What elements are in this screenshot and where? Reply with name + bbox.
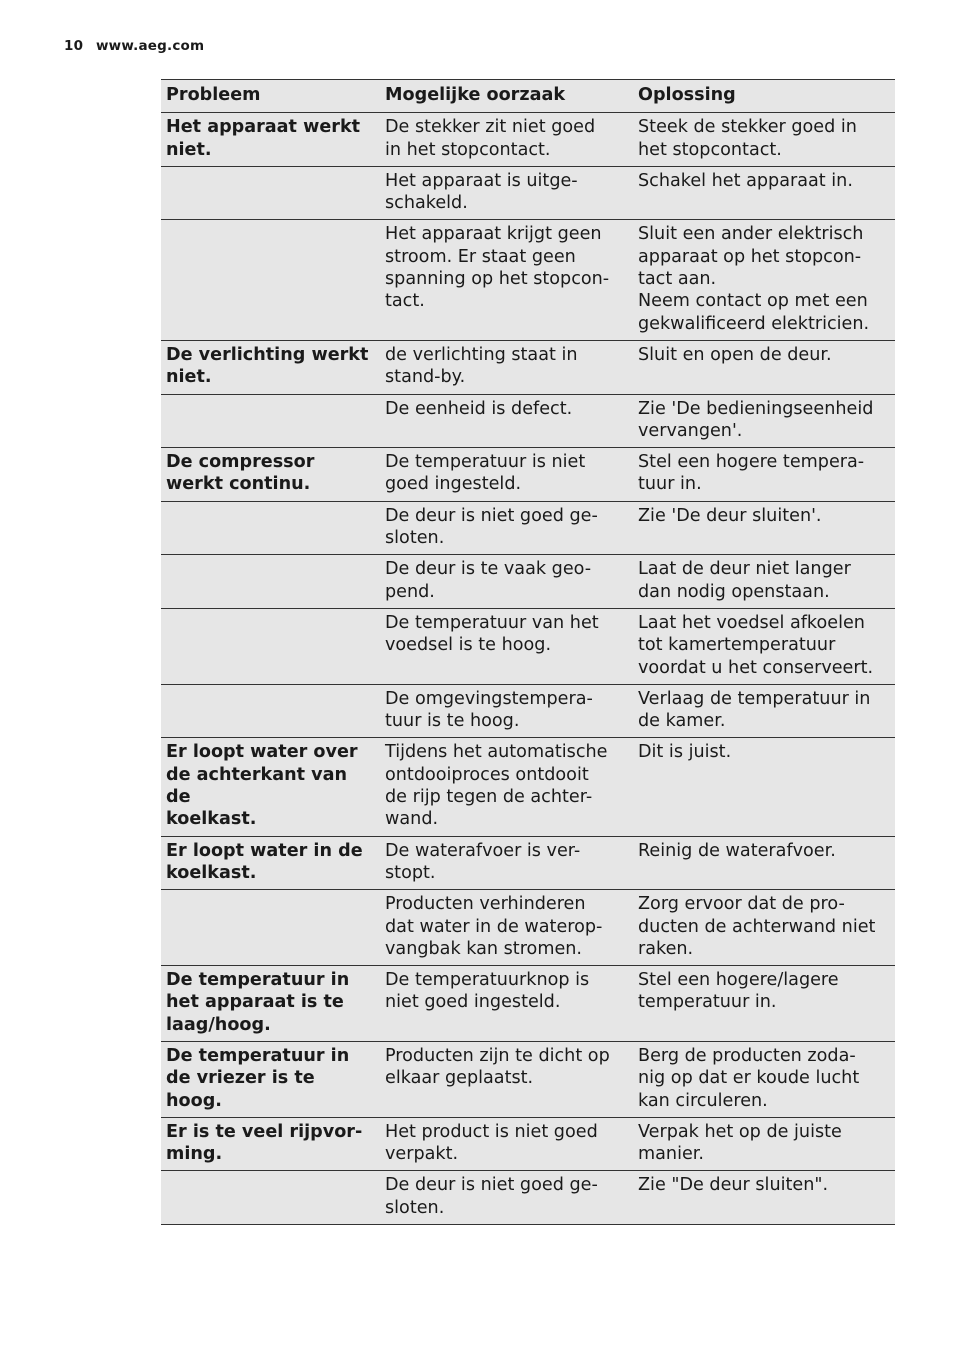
problem-cell bbox=[161, 166, 380, 220]
problem-cell: De verlichting werkt niet. bbox=[166, 344, 369, 388]
solution-cell: Laat het voedsel afkoelen tot kamertemperatuur voordat u het conserveert. bbox=[638, 612, 874, 678]
problem-cell bbox=[161, 555, 380, 609]
page-number: 10 bbox=[64, 38, 84, 54]
problem-cell bbox=[161, 394, 380, 448]
table-row bbox=[161, 113, 895, 167]
problem-cell bbox=[161, 220, 380, 340]
problem-cell: Er loopt water in de koelkast. bbox=[166, 840, 363, 883]
solution-cell: Stel een hogere tempera- tuur in. bbox=[638, 452, 865, 495]
problem-cell: Het apparaat werkt niet. bbox=[166, 117, 361, 160]
problem-cell bbox=[161, 1171, 380, 1225]
solution-cell: Berg de producten zoda- nig op dat er koude lucht kan circuleren. bbox=[638, 1045, 860, 1111]
table-row bbox=[161, 738, 895, 836]
cause-cell: Het apparaat is uitge- schakeld. bbox=[385, 170, 578, 214]
cause-cell: De eenheid is defect. bbox=[385, 398, 573, 419]
cause-cell: Het product is niet goed verpakt. bbox=[385, 1121, 598, 1165]
header-solution: Oplossing bbox=[638, 85, 736, 105]
solution-cell: Sluit een ander elektrisch apparaat op het stopcon- tact aan. Neem contact op met een gekwalificeerd elektricien. bbox=[638, 224, 870, 334]
table-row bbox=[161, 340, 895, 394]
table-row bbox=[161, 220, 895, 340]
table-row bbox=[161, 166, 895, 220]
table-row bbox=[161, 836, 895, 890]
solution-cell: Dit is juist. bbox=[638, 742, 732, 763]
table-row bbox=[161, 608, 895, 684]
cause-cell: Het apparaat krijgt geen stroom. Er staat geen spanning op het stopcon- tact. bbox=[385, 224, 610, 312]
solution-cell: Zie 'De deur sluiten'. bbox=[638, 505, 822, 526]
problem-cell bbox=[161, 608, 380, 684]
cause-cell: De deur is te vaak geo- pend. bbox=[385, 559, 592, 602]
solution-cell: Laat de deur niet langer dan nodig openstaan. bbox=[638, 559, 851, 602]
cause-cell: de verlichting staat in stand-by. bbox=[385, 344, 578, 388]
header-problem: Probleem bbox=[166, 85, 261, 105]
table-row bbox=[161, 684, 895, 738]
solution-cell: Zie "De deur sluiten". bbox=[638, 1175, 829, 1196]
solution-cell: Schakel het apparaat in. bbox=[638, 170, 853, 191]
solution-cell: Verpak het op de juiste manier. bbox=[638, 1121, 842, 1165]
solution-cell: Verlaag de temperatuur in de kamer. bbox=[638, 688, 871, 732]
problem-cell: De temperatuur in het apparaat is te laag/hoog. bbox=[166, 970, 350, 1035]
table-row bbox=[161, 1171, 895, 1225]
table-row bbox=[161, 555, 895, 609]
problem-cell bbox=[161, 501, 380, 555]
problem-cell bbox=[161, 890, 380, 966]
cause-cell: De deur is niet goed ge- sloten. bbox=[385, 505, 598, 549]
solution-cell: Zie 'De bedieningseenheid vervangen'. bbox=[638, 398, 874, 441]
problem-cell: Er loopt water over de achterkant van de koelkast. bbox=[166, 742, 358, 830]
table-body bbox=[161, 113, 895, 1225]
troubleshooting-table bbox=[161, 79, 895, 1225]
page-header bbox=[64, 38, 204, 54]
solution-cell: Stel een hogere/lagere temperatuur in. bbox=[638, 970, 839, 1013]
solution-cell: Sluit en open de deur. bbox=[638, 344, 832, 365]
problem-cell: Er is te veel rijpvor- ming. bbox=[166, 1121, 363, 1165]
table-row bbox=[161, 1041, 895, 1117]
cause-cell: Producten zijn te dicht op elkaar geplaatst. bbox=[385, 1045, 610, 1089]
table-row bbox=[161, 1117, 895, 1171]
solution-cell: Reinig de waterafvoer. bbox=[638, 840, 836, 861]
solution-cell: Steek de stekker goed in het stopcontact. bbox=[638, 117, 857, 160]
cause-cell: De waterafvoer is ver- stopt. bbox=[385, 840, 581, 883]
cause-cell: De temperatuur is niet goed ingesteld. bbox=[385, 452, 586, 495]
table-header-row bbox=[161, 80, 895, 113]
cause-cell: De temperatuur van het voedsel is te hoog. bbox=[385, 612, 599, 656]
table-row bbox=[161, 448, 895, 502]
site-url: www.aeg.com bbox=[96, 38, 205, 54]
problem-cell bbox=[161, 684, 380, 738]
problem-cell: De temperatuur in de vriezer is te hoog. bbox=[166, 1045, 350, 1111]
table-row bbox=[161, 966, 895, 1042]
cause-cell: De stekker zit niet goed in het stopcontact. bbox=[385, 117, 596, 160]
cause-cell: De deur is niet goed ge- sloten. bbox=[385, 1175, 598, 1218]
solution-cell: Zorg ervoor dat de pro- ducten de achterwand niet raken. bbox=[638, 894, 876, 959]
cause-cell: De temperatuurknop is niet goed ingesteld. bbox=[385, 970, 590, 1013]
table-row bbox=[161, 394, 895, 448]
header-cause: Mogelijke oorzaak bbox=[385, 85, 566, 105]
cause-cell: Tijdens het automatische ontdooiproces ontdooit de rijp tegen de achter- wand. bbox=[385, 742, 608, 830]
table-row bbox=[161, 501, 895, 555]
problem-cell: De compressor werkt continu. bbox=[166, 452, 315, 495]
cause-cell: De omgevingstempera- tuur is te hoog. bbox=[385, 688, 593, 732]
cause-cell: Producten verhinderen dat water in de waterop- vangbak kan stromen. bbox=[385, 894, 603, 959]
table-row bbox=[161, 890, 895, 966]
